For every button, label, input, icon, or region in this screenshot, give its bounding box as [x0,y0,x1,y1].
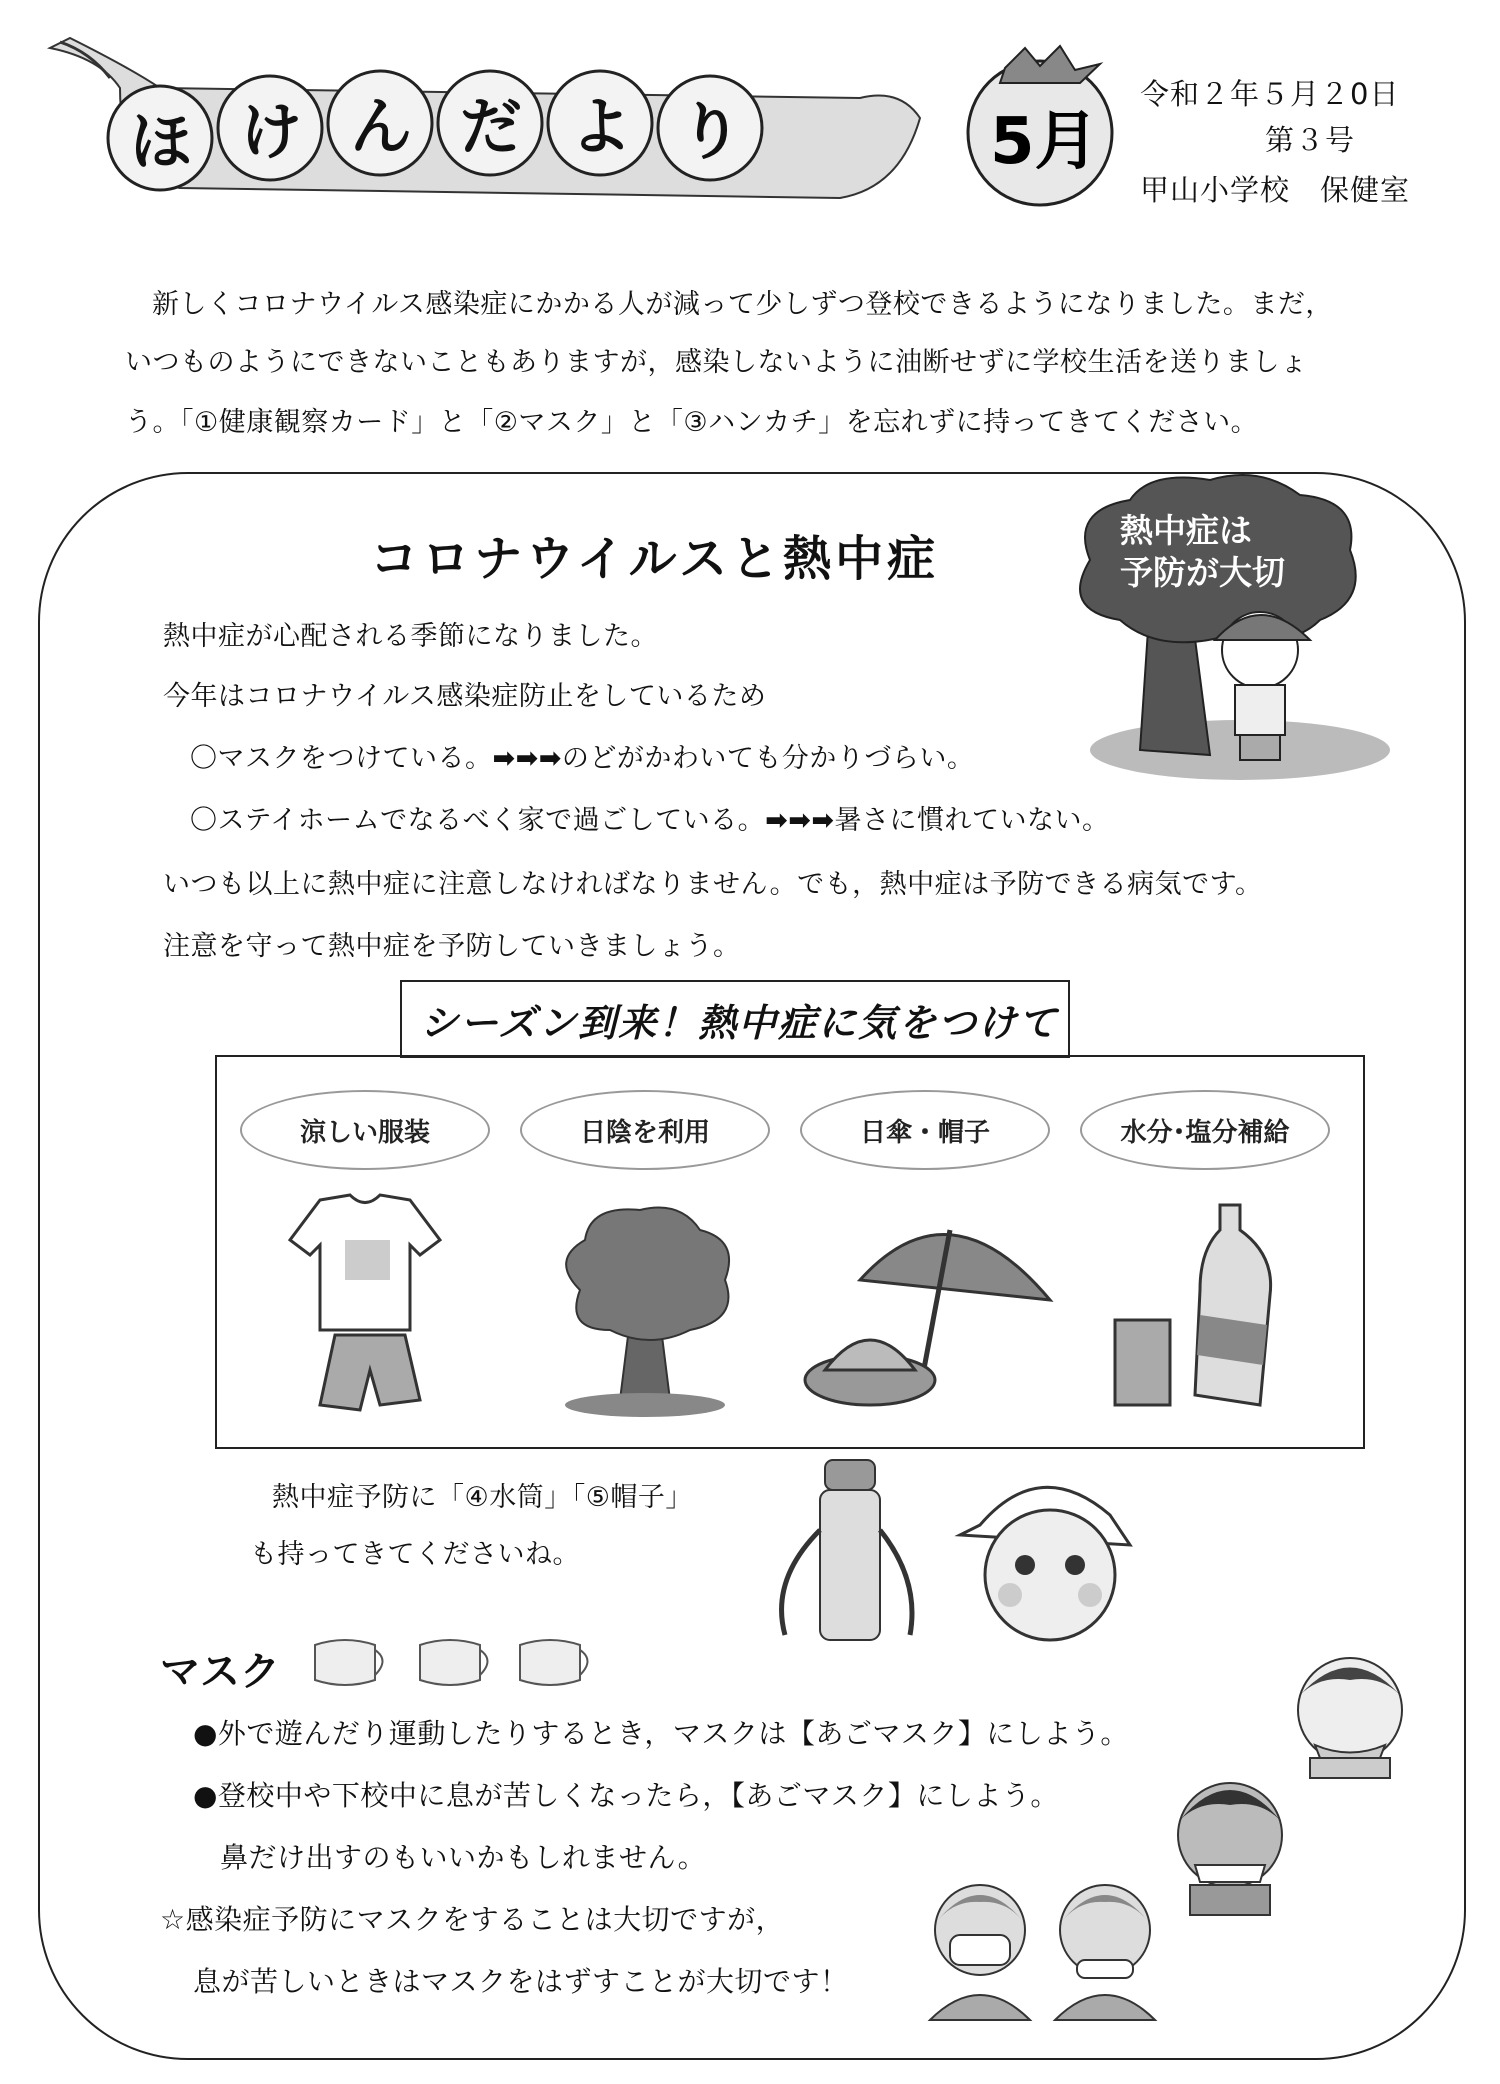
tree-icon [550,1200,740,1420]
issue-number: 第３号 [1265,123,1356,157]
mask-icon [315,1640,383,1685]
bring-line-1: 熱中症予防に「④水筒」「⑤帽子」 [272,1482,693,1513]
mask-note-1: ☆感染症予防にマスクをすることは大切ですが， [160,1903,785,1936]
school-name: 甲山小学校 保健室 [1140,173,1411,207]
body-item-mask [190,736,974,775]
mask-bullet-2: ●登校中や下校中に息が苦しくなったら，【あごマスク】にしよう。 [193,1779,1059,1812]
arrow-icon: ➡➡➡ [765,805,835,836]
water-bottle-icon [770,1450,920,1650]
clothing-icon [280,1190,450,1420]
title-char-6: り [680,95,743,168]
child-chin-mask-illustration [1280,1650,1420,1780]
mask-heading: マスク [160,1649,280,1695]
title-char-1: ほ [130,105,193,178]
body-item-mask-b: のどがかわいても分かりづらい。 [561,743,975,774]
mask-icon [520,1640,588,1685]
body-item-stayhome-a: 〇ステイホームでなるべく家で過ごしている。 [190,805,766,836]
mask-icons [305,1630,595,1700]
body-item-stayhome [190,798,1109,837]
adult-with-mask [930,1885,1030,2020]
body-line-5: いつも以上に熱中症に注意しなければなりません。でも，熱中症は予防できる病気です。 [163,869,1263,900]
intro-line-2: いつものようにできないこともありますが，感染しないように油断せずに学校生活を送りましょ [125,347,1308,378]
title-char-4: だ [460,90,523,163]
issue-date: 令和２年５月２0日 [1140,77,1400,111]
bottle-cup-icon [1105,1195,1305,1425]
adults-mask-illustration [920,1870,1170,2030]
mask-bullet-1: ●外で遊んだり運動したりするとき，マスクは【あごマスク】にしよう。 [193,1717,1129,1750]
title-char-3: ん [350,90,413,163]
intro-line-3: う。「①健康観察カード」と「②マスク」と「③ハンカチ」を忘れずに持ってきてください。 [125,407,1259,438]
child-chin-mask-illustration-2 [1160,1770,1300,1920]
month-badge: 5月 [990,105,1099,179]
mask-bullet-2-cont: 鼻だけ出すのもいいかもしれません。 [220,1841,707,1874]
child-with-cap-illustration [940,1455,1150,1645]
prevention-badge-line-2: 予防が大切 [1120,553,1285,592]
umbrella-hat-icon [800,1200,1070,1430]
body-line-1: 熱中症が心配される季節になりました。 [163,621,658,652]
tip-hydration: 水分･塩分補給 [1080,1090,1330,1170]
title-char-2: け [240,95,303,168]
mask-icon [420,1640,488,1685]
mask-note-2: 息が苦しいときはマスクをはずすことが大切です！ [193,1965,849,1998]
tip-clothing: 涼しい服装 [240,1090,490,1170]
title-banner [40,28,1120,218]
section-title: コロナウイルスと熱中症 [370,531,940,587]
prevention-badge [1120,510,1285,594]
bring-line-2: も持ってきてくださいね。 [250,1539,580,1570]
body-line-6: 注意を守って熱中症を予防していきましょう。 [163,931,741,962]
tip-parasol-hat: 日傘・帽子 [800,1090,1050,1170]
arrow-icon: ➡➡➡ [492,743,562,774]
adult-chin-mask [1055,1885,1155,2020]
body-item-mask-a: 〇マスクをつけている。 [190,743,493,774]
prevention-badge-line-1: 熱中症は [1120,511,1252,550]
body-line-2: 今年はコロナウイルス感染症防止をしているため [163,681,767,712]
season-title: シーズン到来！熱中症に気をつけて [420,1001,1059,1045]
title-char-5: よ [570,90,633,163]
intro-line-1: 新しくコロナウイルス感染症にかかる人が減って少しずつ登校できるようになりました。まだ， [152,289,1333,320]
tip-shade: 日陰を利用 [520,1090,770,1170]
body-item-stayhome-b: 暑さに慣れていない。 [834,805,1110,836]
